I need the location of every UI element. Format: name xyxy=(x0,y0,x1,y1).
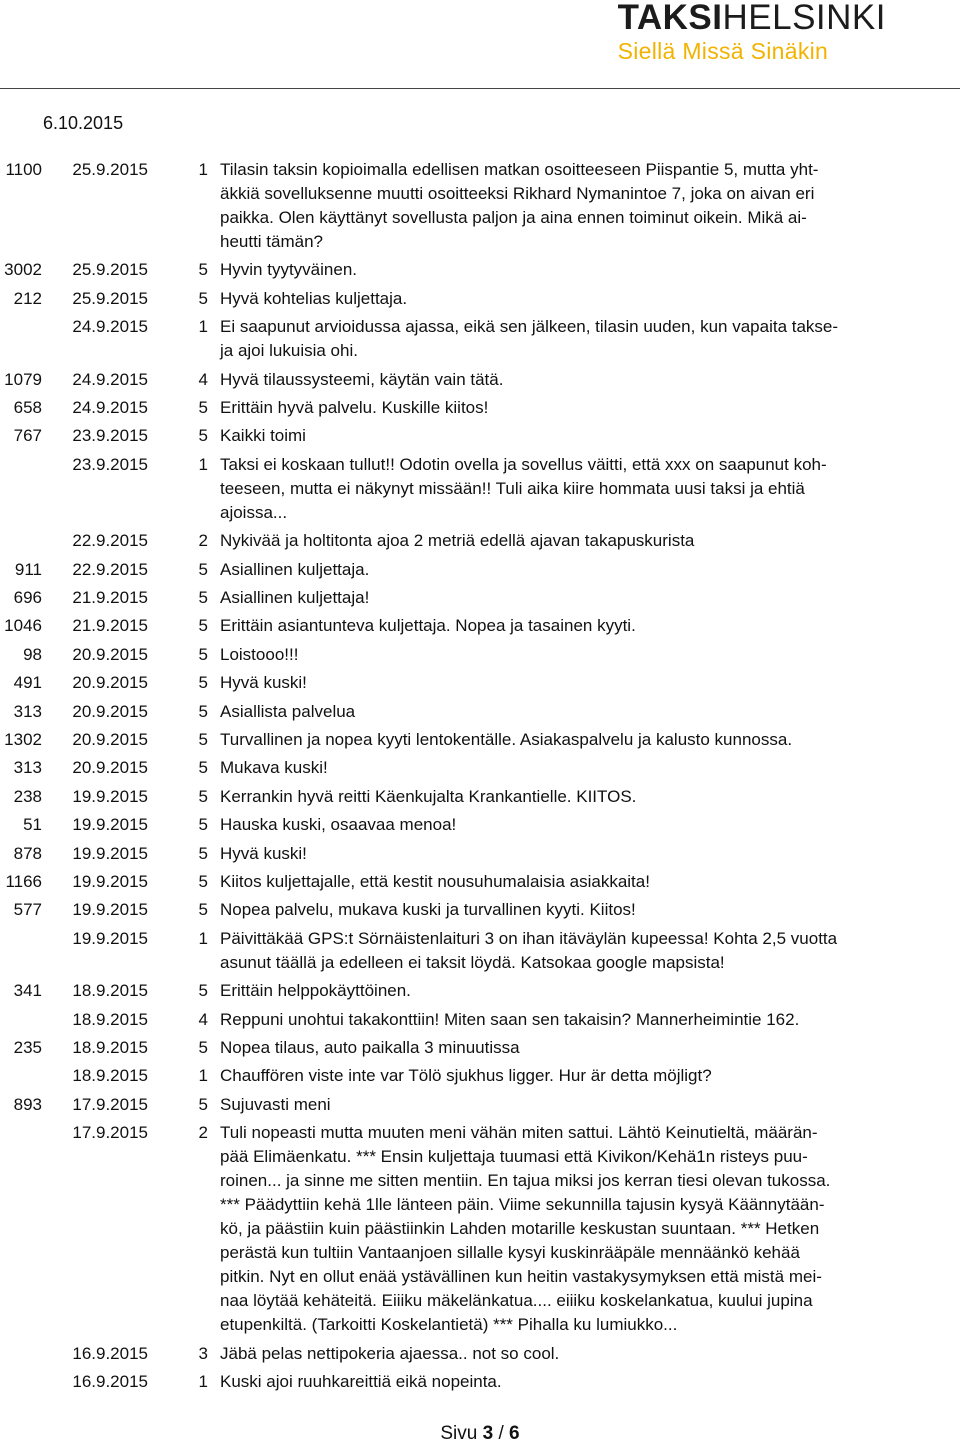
feedback-id: 235 xyxy=(13,1038,42,1057)
feedback-date: 19.9.2015 xyxy=(72,928,148,948)
feedback-rating: 5 xyxy=(198,588,208,607)
feedback-rating: 1 xyxy=(198,1372,208,1391)
feedback-id: 3002 xyxy=(4,260,42,280)
feedback-date: 19.9.2015 xyxy=(72,843,148,863)
feedback-date: 19.9.2015 xyxy=(72,815,148,835)
feedback-text: Chauffören viste inte var Tölö sjukhus ligger. Hur är detta möjligt? xyxy=(220,1066,712,1086)
feedback-text: Ei saapunut arvioidussa ajassa, eikä sen jälkeen, tilasin uuden, kun vapaita takse- ja ajoi lukuisia ohi. xyxy=(220,317,839,361)
feedback-rating: 5 xyxy=(198,616,208,636)
feedback-rating: 2 xyxy=(198,1123,208,1143)
feedback-id: 51 xyxy=(23,815,42,835)
feedback-date: 22.9.2015 xyxy=(72,531,148,551)
document-date: 6.10.2015 xyxy=(43,113,124,133)
feedback-id: 1166 xyxy=(5,872,42,891)
taksi-helsinki-logo xyxy=(618,0,886,66)
feedback-rating: 5 xyxy=(198,426,208,446)
feedback-rating: 1 xyxy=(198,454,208,474)
feedback-rating: 5 xyxy=(198,815,208,835)
feedback-id: 313 xyxy=(13,758,42,778)
feedback-text: Hyvä tilaussysteemi, käytän vain tätä. xyxy=(220,369,504,389)
feedback-text: Kaikki toimi xyxy=(220,426,306,446)
feedback-text: Tilasin taksin kopioimalla edellisen matkan osoitteeseen Piispantie 5, mutta yht- äkkiä sovelluksenne muutti osoitteeksi Rikhard Nymanintoe 7, joka on aivan eri paikka. Olen käyttänyt sovellusta paljon ja aina ennen toiminut oikein. Mikä ai- heutti tämän? xyxy=(220,160,819,251)
feedback-rating: 5 xyxy=(198,1094,208,1114)
feedback-date: 20.9.2015 xyxy=(72,730,148,749)
feedback-date: 24.9.2015 xyxy=(72,369,148,389)
feedback-rating: 1 xyxy=(198,928,208,948)
feedback-date: 19.9.2015 xyxy=(72,872,148,891)
feedback-date: 18.9.2015 xyxy=(72,981,148,1001)
page-separator: / xyxy=(498,1423,504,1444)
feedback-id: 577 xyxy=(13,900,42,920)
feedback-id: 98 xyxy=(23,644,42,664)
feedback-id: 313 xyxy=(13,701,42,721)
feedback-text: Mukava kuski! xyxy=(220,758,328,778)
feedback-id: 767 xyxy=(13,426,42,446)
feedback-rating: 4 xyxy=(198,369,208,389)
feedback-rating: 5 xyxy=(198,786,208,806)
feedback-date: 25.9.2015 xyxy=(72,260,148,280)
logo-slogan: Siellä Missä Sinäkin xyxy=(617,38,829,64)
feedback-rating: 2 xyxy=(198,531,208,551)
feedback-text: Nopea palvelu, mukava kuski ja turvallinen kyyti. Kiitos! xyxy=(220,900,636,920)
feedback-rating: 5 xyxy=(198,644,208,664)
feedback-id: 658 xyxy=(13,398,42,417)
feedback-text: Sujuvasti meni xyxy=(220,1094,331,1114)
feedback-id: 238 xyxy=(13,786,42,806)
feedback-id: 491 xyxy=(13,673,42,693)
feedback-date: 22.9.2015 xyxy=(72,559,148,579)
feedback-text: Kuski ajoi ruuhkareittiä eikä nopeinta. xyxy=(220,1372,502,1391)
feedback-rating: 3 xyxy=(198,1343,208,1363)
feedback-date: 25.9.2015 xyxy=(72,288,148,308)
feedback-text: Kiitos kuljettajalle, että kestit nousuhumalaisia asiakkaita! xyxy=(220,872,650,891)
feedback-rating: 5 xyxy=(198,288,208,308)
feedback-id: 893 xyxy=(13,1094,42,1114)
feedback-text: Päivittäkää GPS:t Sörnäistenlaituri 3 on ihan itäväylän kupeessa! Kohta 2,5 vuotta asunut täällä ja edelleen ei taksit löydä. Katsokaa google mapsista! xyxy=(220,928,838,972)
logo-title-light: HELSINKI xyxy=(722,0,886,37)
feedback-rating: 5 xyxy=(198,559,208,579)
feedback-rating: 5 xyxy=(198,872,208,891)
feedback-text: Hyvä kohtelias kuljettaja. xyxy=(220,288,408,308)
feedback-text: Loistooo!!! xyxy=(220,644,299,664)
feedback-rating: 5 xyxy=(198,701,208,721)
feedback-id: 1079 xyxy=(4,369,42,389)
feedback-rating: 5 xyxy=(198,730,208,749)
feedback-date: 20.9.2015 xyxy=(72,644,148,664)
feedback-date: 18.9.2015 xyxy=(72,1038,148,1057)
feedback-rating: 5 xyxy=(198,673,208,693)
feedback-text: Asiallinen kuljettaja. xyxy=(220,559,370,579)
page-label: Sivu xyxy=(440,1423,478,1444)
logo-title xyxy=(618,0,886,36)
feedback-text: Erittäin asiantunteva kuljettaja. Nopea ja tasainen kyyti. xyxy=(220,616,636,636)
feedback-date: 16.9.2015 xyxy=(72,1343,148,1363)
feedback-text: Asiallinen kuljettaja! xyxy=(220,588,370,607)
feedback-id: 878 xyxy=(13,843,42,863)
feedback-rating: 5 xyxy=(198,843,208,863)
feedback-rating: 5 xyxy=(198,1038,208,1057)
feedback-id: 1100 xyxy=(5,160,42,179)
feedback-date: 20.9.2015 xyxy=(72,701,148,721)
feedback-date: 16.9.2015 xyxy=(72,1372,148,1391)
feedback-rating: 5 xyxy=(198,398,208,417)
feedback-date: 19.9.2015 xyxy=(72,900,148,920)
feedback-text: Hauska kuski, osaavaa menoa! xyxy=(220,815,457,835)
header-divider xyxy=(0,88,960,89)
feedback-text: Hyvä kuski! xyxy=(220,673,307,693)
feedback-date: 20.9.2015 xyxy=(72,673,148,693)
feedback-id: 1302 xyxy=(4,730,42,749)
page-footer xyxy=(0,1423,960,1445)
feedback-date: 17.9.2015 xyxy=(72,1094,148,1114)
feedback-text: Taksi ei koskaan tullut!! Odotin ovella ja sovellus väitti, että xxx on saapunut koh- teeseen, mutta ei näkynyt missään!! Tuli aika kiire hommata uusi taksi ja ehtiä ajoissa... xyxy=(220,454,827,522)
feedback-text: Erittäin helppokäyttöinen. xyxy=(220,981,411,1001)
feedback-date: 17.9.2015 xyxy=(72,1123,148,1143)
feedback-text: Erittäin hyvä palvelu. Kuskille kiitos! xyxy=(220,398,489,417)
feedback-date: 21.9.2015 xyxy=(72,616,148,636)
feedback-text: Turvallinen ja nopea kyyti lentokentälle. Asiakaspalvelu ja kalusto kunnossa. xyxy=(220,730,793,749)
feedback-date: 24.9.2015 xyxy=(72,317,148,337)
feedback-date: 19.9.2015 xyxy=(72,786,148,806)
feedback-date: 20.9.2015 xyxy=(72,758,148,778)
feedback-rating: 5 xyxy=(198,981,208,1001)
feedback-date: 23.9.2015 xyxy=(72,426,148,446)
feedback-date: 24.9.2015 xyxy=(72,398,148,417)
feedback-rating: 5 xyxy=(198,260,208,280)
page-total: 6 xyxy=(509,1423,520,1444)
feedback-rating: 1 xyxy=(198,160,208,179)
feedback-text: Tuli nopeasti mutta muuten meni vähän miten sattui. Lähtö Keinutieltä, määrän- pää Elimäenkatu. *** Ensin kuljettaja tuumasi että Kivikon/Kehä1n risteys puu- roinen... ja sinne me sitten mentiin. En tajua miksi jos kerran tiesi olevan tukossa. *** Päädyttiin kehä 1lle länteen päin. Viime sekunnilla tajusin kysyä Käännytään- kö, ja päästiin kuin päästiinkin Lahden motarille keskustan suuntaan. *** Hetken perästä kun tultiin Vantaanjoen sillalle kysyi kuskinrääpäle mennäänkö kehää pitkin. Nyt en ollut enää ystävällinen kun heitin vastakysymyksen että mistä mei- naa löytää kehäteitä. Eiiiku mäkelänkatua.... eiiiku koskelankatua, kuului jupina etupenkiltä. (Tarkoitti Koskelantietä) *** Pihalla ku lumiukko... xyxy=(220,1123,831,1335)
feedback-id: 341 xyxy=(13,981,42,1001)
feedback-date: 25.9.2015 xyxy=(72,160,148,179)
feedback-id: 1046 xyxy=(4,616,42,636)
feedback-date: 18.9.2015 xyxy=(72,1009,148,1029)
logo-title-bold: TAKSI xyxy=(617,0,723,37)
feedback-text: Hyvin tyytyväinen. xyxy=(220,260,357,280)
page-number: 3 xyxy=(482,1423,494,1444)
feedback-text: Nopea tilaus, auto paikalla 3 minuutissa xyxy=(220,1038,520,1057)
feedback-text: Kerrankin hyvä reitti Käenkujalta Krankantielle. KIITOS. xyxy=(220,786,637,806)
feedback-id: 696 xyxy=(13,588,42,607)
feedback-text: Jäbä pelas nettipokeria ajaessa.. not so cool. xyxy=(220,1343,560,1363)
feedback-text: Asiallista palvelua xyxy=(220,701,356,721)
feedback-id: 212 xyxy=(13,288,42,308)
feedback-rating: 5 xyxy=(198,758,208,778)
feedback-date: 21.9.2015 xyxy=(72,588,148,607)
feedback-text: Hyvä kuski! xyxy=(220,843,307,863)
feedback-rating: 1 xyxy=(198,317,208,337)
feedback-text: Nykivää ja holtitonta ajoa 2 metriä edellä ajavan takapuskurista xyxy=(220,531,695,551)
feedback-rating: 5 xyxy=(198,900,208,920)
feedback-date: 23.9.2015 xyxy=(72,454,148,474)
feedback-rating: 1 xyxy=(198,1066,208,1086)
feedback-id: 911 xyxy=(14,559,42,579)
feedback-date: 18.9.2015 xyxy=(72,1066,148,1086)
feedback-text: Reppuni unohtui takakonttiin! Miten saan sen takaisin? Mannerheimintie 162. xyxy=(220,1009,800,1029)
feedback-rating: 4 xyxy=(198,1009,208,1029)
